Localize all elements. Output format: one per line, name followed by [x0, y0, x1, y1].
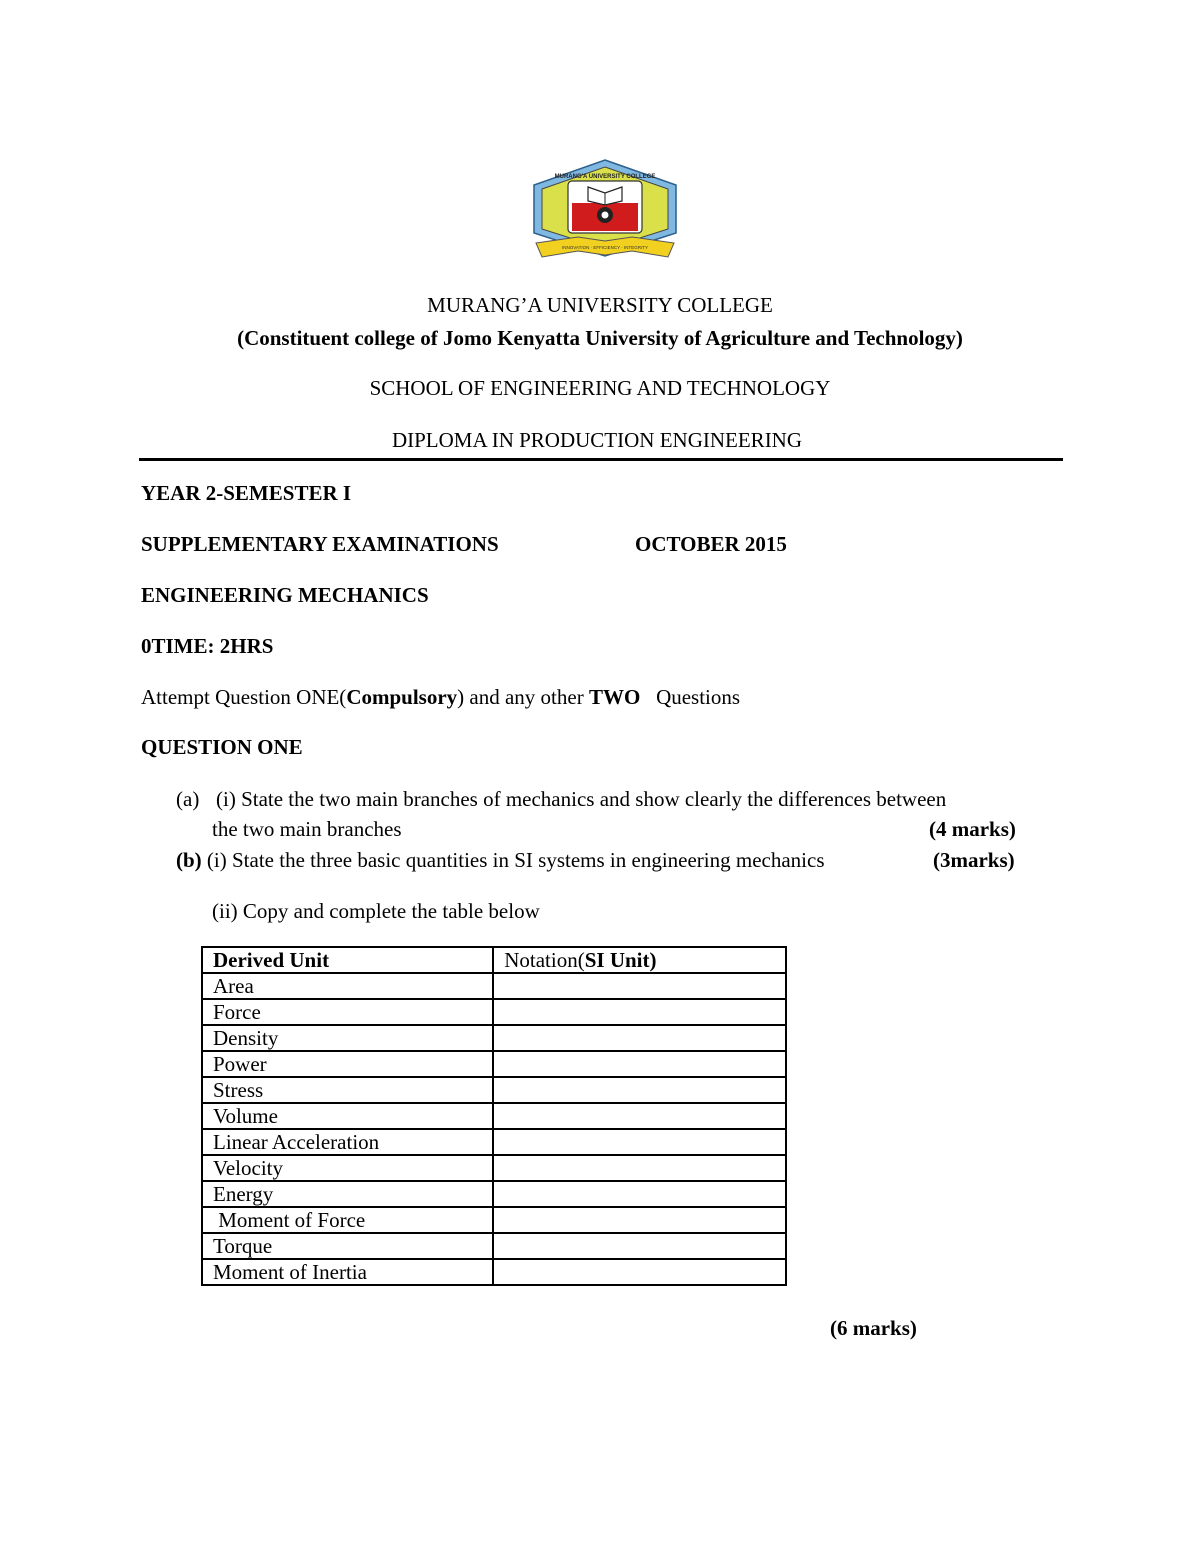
table-row: [202, 1051, 786, 1077]
school-name: SCHOOL OF ENGINEERING AND TECHNOLOGY: [369, 376, 831, 400]
table-row: [202, 1025, 786, 1051]
notation-cell: [493, 1077, 786, 1103]
derived-unit-cell: Velocity: [202, 1155, 493, 1181]
table-row: [202, 999, 786, 1025]
notation-cell: [493, 1259, 786, 1285]
instructions-part3: Questions: [640, 685, 741, 709]
question-b-text: (i) State the three basic quantities in SI systems in engineering mechanics: [201, 848, 825, 872]
derived-unit-cell: Moment of Inertia: [202, 1259, 493, 1285]
question-b-ii: (ii) Copy and complete the table below: [212, 899, 540, 923]
notation-cell: [493, 1051, 786, 1077]
question-a-label: (a): [176, 787, 200, 811]
derived-unit-cell: Energy: [202, 1181, 493, 1207]
table-row: [202, 1129, 786, 1155]
question-a-text-line2: the two main branches: [212, 817, 402, 841]
question-one-heading: QUESTION ONE: [141, 735, 303, 759]
question-b-marks: (3marks): [933, 848, 1015, 872]
derived-unit-cell: Moment of Force: [202, 1207, 493, 1233]
derived-unit-cell: Linear Acceleration: [202, 1129, 493, 1155]
unit-title: ENGINEERING MECHANICS: [141, 583, 429, 607]
notation-cell: [493, 1025, 786, 1051]
derived-unit-cell: Stress: [202, 1077, 493, 1103]
instructions-part1: Attempt Question ONE(: [141, 685, 347, 709]
table-header-notation: [493, 947, 786, 973]
institution-name: MURANG’A UNIVERSITY COLLEGE: [427, 293, 773, 317]
constituent-line: (Constituent college of Jomo Kenyatta University of Agriculture and Technology): [237, 326, 963, 350]
instructions: [141, 685, 740, 710]
table-row: [202, 1155, 786, 1181]
derived-units-table: [201, 946, 787, 1286]
table-row: [202, 973, 786, 999]
question-a-marks: (4 marks): [929, 817, 1016, 841]
notation-cell: [493, 1129, 786, 1155]
notation-cell: [493, 1155, 786, 1181]
notation-cell: [493, 1233, 786, 1259]
svg-text:MURANG'A UNIVERSITY COLLEGE: MURANG'A UNIVERSITY COLLEGE: [554, 174, 656, 180]
derived-unit-cell: Volume: [202, 1103, 493, 1129]
exam-date: OCTOBER 2015: [635, 532, 787, 556]
notation-cell: [493, 999, 786, 1025]
table-row: [202, 1181, 786, 1207]
table-row: [202, 1233, 786, 1259]
header-rule: [139, 458, 1063, 461]
derived-unit-cell: Area: [202, 973, 493, 999]
notation-cell: [493, 1207, 786, 1233]
derived-unit-cell: Torque: [202, 1233, 493, 1259]
table-header-row: [202, 947, 786, 973]
question-b-label: (b): [176, 848, 202, 872]
instructions-compulsory: Compulsory: [346, 685, 458, 709]
table-header-notation-bold: SI Unit): [584, 948, 657, 972]
derived-unit-cell: Density: [202, 1025, 493, 1051]
year-semester: YEAR 2-SEMESTER I: [141, 481, 352, 505]
table-marks: (6 marks): [830, 1316, 917, 1340]
notation-cell: [493, 1181, 786, 1207]
instructions-two: TWO: [588, 685, 641, 709]
table-row: [202, 1259, 786, 1285]
exam-time: 0TIME: 2HRS: [141, 634, 274, 658]
table-header-notation-plain: Notation(: [504, 948, 585, 972]
table-header-derived-unit: Derived Unit: [202, 947, 493, 973]
table-row: [202, 1207, 786, 1233]
table-row: [202, 1077, 786, 1103]
svg-text:INNOVATION · EFFICIENCY · INTE: INNOVATION · EFFICIENCY · INTEGRITY: [561, 245, 649, 250]
notation-cell: [493, 1103, 786, 1129]
question-b: [176, 848, 825, 873]
exam-type: SUPPLEMENTARY EXAMINATIONS: [141, 532, 499, 556]
question-a-text-line1: (i) State the two main branches of mechanics and show clearly the differences between: [216, 787, 947, 811]
notation-cell: [493, 973, 786, 999]
derived-unit-cell: Power: [202, 1051, 493, 1077]
programme-name: DIPLOMA IN PRODUCTION ENGINEERING: [391, 428, 803, 452]
derived-unit-cell: Force: [202, 999, 493, 1025]
instructions-part2: ) and any other: [457, 685, 589, 709]
university-logo: [528, 157, 682, 263]
table-row: [202, 1103, 786, 1129]
